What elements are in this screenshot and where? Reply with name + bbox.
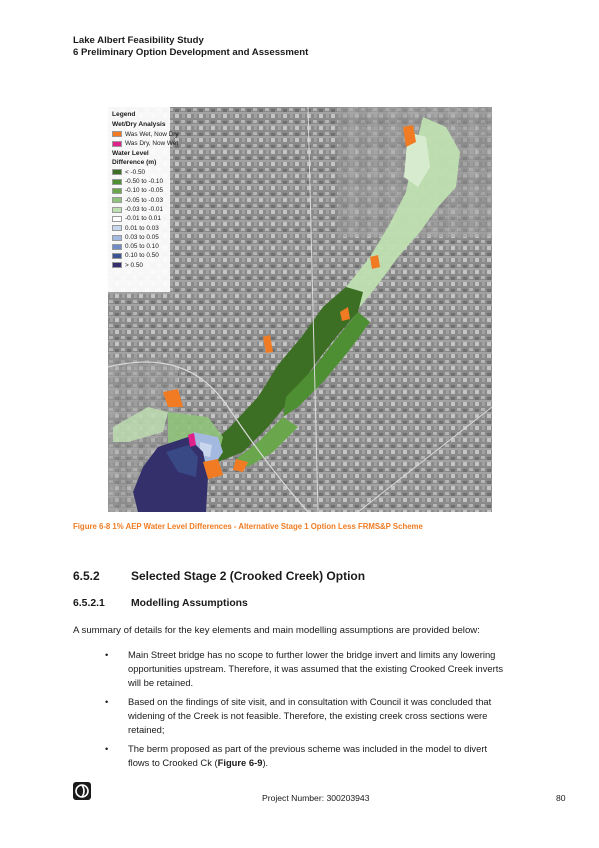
- list-item: [105, 695, 505, 737]
- section-number: 6.5.2: [73, 569, 100, 583]
- section-title: Selected Stage 2 (Crooked Creek) Option: [131, 569, 366, 583]
- legend-wld-title: Water Level Difference (m): [112, 150, 157, 167]
- legend-item: [112, 130, 179, 139]
- legend-swatch: [112, 188, 122, 194]
- company-logo-icon: [73, 782, 91, 800]
- legend-item: [112, 177, 170, 186]
- map-legend: [108, 107, 179, 292]
- legend-swatch: [112, 207, 122, 213]
- subsection-number: 6.5.2.1: [73, 598, 105, 609]
- figure-reference-link[interactable]: Figure 6-9: [217, 757, 263, 768]
- legend-item: [112, 196, 170, 205]
- list-item-text: The berm proposed as part of the previous scheme was included in the model to divert flows to Crooked Ck (: [128, 743, 488, 768]
- legend-label: 0.01 to 0.03: [125, 224, 159, 232]
- assumption-list: [105, 648, 505, 775]
- section-heading: [73, 569, 365, 583]
- legend-item: [112, 205, 170, 214]
- legend-item: [112, 224, 170, 233]
- legend-label: > 0.50: [125, 261, 143, 269]
- legend-item: [112, 251, 170, 260]
- list-item-text: Based on the findings of site visit, and in consultation with Council it was concluded that widening of the Creek is not feasible. Therefore, the existing creek cross sections were retained;: [128, 696, 492, 735]
- legend-label: Was Dry, Now Wet: [125, 139, 179, 147]
- legend-swatch: [112, 179, 122, 185]
- subsection-title: Modelling Assumptions: [131, 598, 248, 609]
- legend-label: -0.10 to -0.05: [125, 187, 164, 195]
- legend-label: 0.05 to 0.10: [125, 243, 159, 251]
- legend-item: [112, 242, 170, 251]
- list-item: [105, 648, 505, 690]
- list-item: [105, 742, 505, 770]
- legend-label: -0.50 to -0.10: [125, 178, 164, 186]
- header-title: Lake Albert Feasibility Study: [73, 35, 204, 46]
- legend-label: 0.10 to 0.50: [125, 252, 159, 260]
- flood-map-figure: [108, 107, 492, 512]
- legend-item: [112, 168, 170, 177]
- bullet-icon: •: [105, 696, 109, 707]
- legend-swatch: [112, 131, 122, 137]
- legend-swatch: [112, 225, 122, 231]
- legend-swatch: [112, 197, 122, 203]
- figure-caption: Figure 6-8 1% AEP Water Level Differences - Alternative Stage 1 Option Less FRMS&P Scheme: [73, 522, 423, 531]
- legend-item: [112, 214, 170, 223]
- legend-label: -0.03 to -0.01: [125, 205, 164, 213]
- legend-label: Was Wet, Now Dry: [125, 130, 179, 138]
- legend-title: Legend: [112, 111, 136, 118]
- subsection-heading: [73, 598, 248, 609]
- legend-swatch: [112, 216, 122, 222]
- legend-label: < -0.50: [125, 168, 146, 176]
- legend-wetdry-title: Wet/Dry Analysis: [112, 121, 166, 129]
- legend-item: [112, 186, 170, 195]
- bullet-icon: •: [105, 649, 109, 660]
- legend-swatch: [112, 244, 122, 250]
- legend-label: -0.05 to -0.03: [125, 196, 164, 204]
- legend-swatch: [112, 169, 122, 175]
- legend-swatch: [112, 253, 122, 259]
- list-item-text-end: ).: [262, 757, 269, 768]
- header-subtitle: 6 Preliminary Option Development and Assessment: [73, 47, 309, 58]
- bullet-icon: •: [105, 743, 109, 754]
- legend-swatch: [112, 235, 122, 241]
- legend-item: [112, 139, 179, 148]
- legend-label: 0.03 to 0.05: [125, 233, 159, 241]
- project-number: Project Number: 300203943: [262, 793, 370, 803]
- intro-paragraph: A summary of details for the key elements and main modelling assumptions are provided below:: [73, 625, 480, 636]
- document-header: [73, 35, 308, 59]
- legend-item: [112, 233, 170, 242]
- legend-swatch: [112, 262, 122, 268]
- page-number: 80: [556, 793, 566, 803]
- list-item-text: Main Street bridge has no scope to further lower the bridge invert and limits any lowering opportunities upstream. Therefore, it was assumed that the existing Crooked Creek inverts will be retained.: [128, 649, 504, 688]
- legend-label: -0.01 to 0.01: [125, 215, 161, 223]
- legend-item: [112, 261, 170, 270]
- legend-swatch: [112, 141, 122, 147]
